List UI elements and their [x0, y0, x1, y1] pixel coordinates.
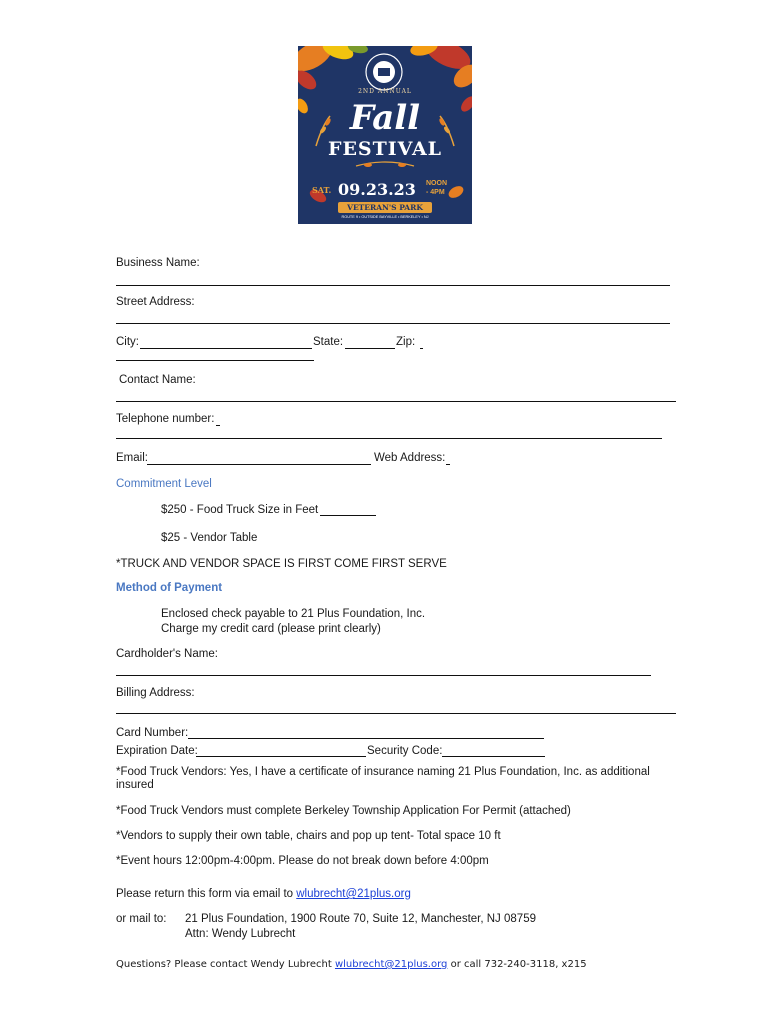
- business-name-line[interactable]: [116, 285, 670, 286]
- poster-time-start: NOON: [426, 180, 447, 187]
- web-address-line[interactable]: [446, 464, 450, 465]
- permit-note: *Food Truck Vendors must complete Berkeley Township Application For Permit (attached): [116, 805, 571, 817]
- email-label: Email:: [116, 452, 148, 464]
- footer-email-link[interactable]: wlubrecht@21plus.org: [334, 959, 448, 970]
- web-address-label: Web Address:: [374, 452, 446, 464]
- insurance-note-line2: insured: [116, 779, 154, 791]
- cardholder-line[interactable]: [116, 675, 651, 676]
- poster-edition: 2ND ANNUAL: [358, 88, 412, 95]
- contact-name-line[interactable]: [116, 401, 676, 402]
- expiration-label: Expiration Date:: [116, 745, 198, 757]
- poster-address: ROUTE 9 • OUTSIDE BAYVILLE • BERKELEY • NJ: [341, 215, 429, 219]
- hours-note: *Event hours 12:00pm-4:00pm. Please do not break down before 4:00pm: [116, 855, 489, 867]
- state-line[interactable]: [345, 348, 395, 349]
- footer-text-before: Questions? Please contact Wendy Lubrecht: [116, 959, 332, 970]
- payment-option-credit-card[interactable]: Charge my credit card (please print clearly): [161, 623, 381, 635]
- city-label: City:: [116, 336, 139, 348]
- poster-venue: VETERAN'S PARK: [347, 203, 423, 212]
- fall-festival-poster: [298, 46, 472, 224]
- street-address-label: Street Address:: [116, 296, 195, 308]
- commitment-option-vendor-table[interactable]: $25 - Vendor Table: [161, 532, 258, 544]
- email-line[interactable]: [147, 464, 371, 465]
- return-email-line: [116, 888, 411, 900]
- city-line[interactable]: [140, 348, 312, 349]
- insurance-note-line1: *Food Truck Vendors: Yes, I have a certificate of insurance naming 21 Plus Foundation, Inc. as additional: [116, 766, 650, 778]
- food-truck-size-line[interactable]: [320, 515, 376, 516]
- footer-text-after: or call 732-240-3118, x215: [450, 959, 587, 970]
- billing-address-label: Billing Address:: [116, 687, 195, 699]
- poster-title-script: Fall: [349, 98, 421, 138]
- zip-label: Zip:: [396, 336, 416, 348]
- telephone-continuation-line[interactable]: [116, 438, 662, 439]
- security-code-line[interactable]: [442, 756, 545, 757]
- telephone-label: Telephone number:: [116, 413, 215, 425]
- poster-time-end: - 4PM: [426, 189, 445, 196]
- commitment-heading: Commitment Level: [116, 478, 212, 490]
- expiration-line[interactable]: [196, 756, 366, 757]
- zip-line[interactable]: [420, 348, 423, 349]
- contact-name-label: Contact Name:: [119, 374, 196, 386]
- return-email-link[interactable]: wlubrecht@21plus.org: [296, 888, 411, 900]
- footer-questions: [116, 959, 587, 970]
- card-number-label: Card Number:: [116, 727, 189, 739]
- mail-label: or mail to:: [116, 913, 167, 925]
- first-come-notice: *TRUCK AND VENDOR SPACE IS FIRST COME FIRST SERVE: [116, 558, 447, 570]
- security-code-label: Security Code:: [367, 745, 443, 757]
- billing-address-line[interactable]: [116, 713, 676, 714]
- business-name-label: Business Name:: [116, 257, 200, 269]
- commitment-option-food-truck[interactable]: $250 - Food Truck Size in Feet: [161, 504, 319, 516]
- return-email-text: Please return this form via email to: [116, 888, 294, 900]
- poster-day: SAT.: [312, 185, 332, 195]
- poster-date-row: [298, 180, 472, 200]
- card-number-line[interactable]: [188, 738, 544, 739]
- state-label: State:: [313, 336, 344, 348]
- cardholder-label: Cardholder's Name:: [116, 648, 218, 660]
- supplies-note: *Vendors to supply their own table, chairs and pop up tent- Total space 10 ft: [116, 830, 501, 842]
- poster-title-block: FESTIVAL: [327, 138, 443, 160]
- mail-attention: Attn: Wendy Lubrecht: [185, 928, 296, 940]
- city-continuation-line[interactable]: [116, 360, 314, 361]
- street-address-line[interactable]: [116, 323, 670, 324]
- payment-heading: Method of Payment: [116, 582, 223, 594]
- payment-option-check[interactable]: Enclosed check payable to 21 Plus Foundation, Inc.: [161, 608, 426, 620]
- poster-date: 09.23.23: [338, 180, 416, 199]
- telephone-line[interactable]: [216, 425, 220, 426]
- mail-address: 21 Plus Foundation, 1900 Route 70, Suite 12, Manchester, NJ 08759: [185, 913, 536, 925]
